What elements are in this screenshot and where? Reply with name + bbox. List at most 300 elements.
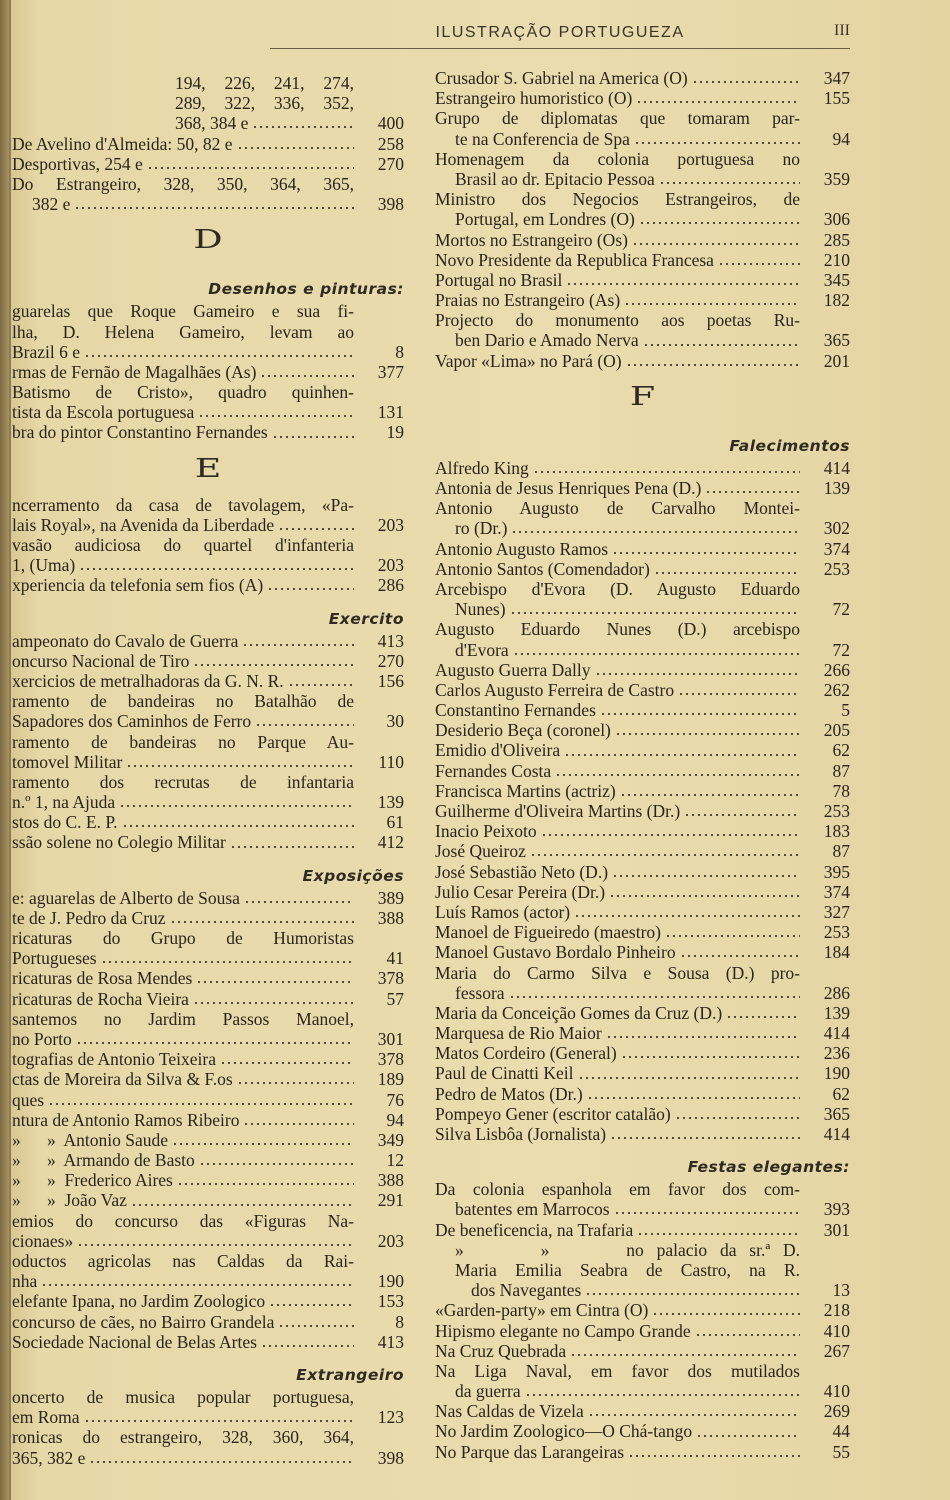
index-entry [12, 113, 404, 133]
entry-text: Pedro de Matos (Dr.) [435, 1083, 583, 1104]
dot-leader [614, 1211, 800, 1215]
dot-leader [637, 1232, 800, 1236]
dot-leader [79, 567, 354, 571]
entry-text: tista da Escola portuguesa [12, 402, 195, 423]
entry-page-number: 414 [823, 1124, 850, 1144]
index-entry [435, 720, 850, 740]
dot-leader [530, 853, 800, 857]
entry-text: ricaturas do Grupo de Humoristas [12, 928, 354, 948]
index-line [12, 1251, 404, 1271]
index-entry [12, 422, 404, 442]
dot-leader [612, 874, 800, 878]
entry-page-number: 327 [823, 901, 850, 922]
entry-page-number: 413 [377, 1331, 404, 1352]
index-line [435, 1260, 850, 1280]
entry-page-number: 155 [823, 88, 850, 109]
dot-leader [509, 995, 800, 999]
entry-page-number: 76 [386, 1089, 404, 1110]
entry-page-number: 285 [823, 229, 850, 250]
dot-leader [243, 1122, 354, 1126]
index-entry [12, 888, 404, 908]
entry-text: stos do C. E. P. [12, 812, 118, 833]
entry-text: xercicios de metralhadoras da G. N. R. [12, 670, 284, 691]
index-entry [435, 1280, 850, 1300]
index-entry [12, 1049, 404, 1069]
index-line [12, 1211, 404, 1231]
index-entry [435, 68, 850, 88]
dot-leader [41, 1283, 354, 1287]
dot-leader [172, 1142, 354, 1146]
entry-text: ro (Dr.) [455, 518, 508, 539]
entry-page-number: 253 [823, 922, 850, 943]
entry-text: 289, 322, 336, 352, [175, 93, 354, 114]
dot-leader [705, 490, 800, 494]
dot-leader [692, 80, 800, 84]
entry-page-number: 189 [377, 1069, 404, 1090]
index-entry [12, 1150, 404, 1170]
entry-text: 382 e [32, 194, 71, 215]
entry-text: Antonio Augusto Ramos [435, 538, 609, 559]
dot-leader [652, 1312, 800, 1316]
index-entry [435, 330, 850, 350]
index-entry [435, 351, 850, 371]
dot-leader [288, 683, 354, 687]
entry-page-number: 389 [377, 887, 404, 908]
index-entry [435, 1199, 850, 1219]
index-line [12, 73, 404, 93]
entry-text: rmas de Fernão de Magalhães (As) [12, 361, 257, 382]
entry-page-number: 262 [823, 679, 850, 700]
index-entry [12, 792, 404, 812]
entry-text: Marquesa de Rio Maior [435, 1023, 602, 1044]
dot-leader [147, 166, 354, 170]
index-entry [435, 1421, 850, 1441]
entry-page-number: 41 [386, 948, 404, 969]
dot-leader [587, 1096, 800, 1100]
entry-page-number: 400 [377, 113, 404, 134]
entry-page-number: 412 [377, 832, 404, 853]
index-line [12, 732, 404, 752]
dot-leader [680, 954, 800, 958]
index-entry [435, 539, 850, 559]
dot-leader [600, 712, 800, 716]
entry-text: Nunes) [455, 599, 506, 620]
dot-leader [525, 1393, 800, 1397]
entry-text: guarelas que Roque Gameiro e sua fi- [12, 301, 354, 322]
entry-page-number: 139 [823, 1002, 850, 1023]
dot-leader [272, 435, 354, 439]
entry-text: Nas Caldas de Vizela [435, 1401, 584, 1422]
index-entry [435, 1381, 850, 1401]
entry-page-number: 374 [823, 881, 850, 902]
entry-text: ronicas do estrangeiro, 328, 360, 364, [12, 1427, 354, 1448]
entry-page-number: 190 [377, 1271, 404, 1292]
section-heading: Falecimentos [729, 436, 850, 455]
dot-leader [609, 894, 800, 898]
index-entry [435, 209, 850, 229]
index-line [435, 1240, 850, 1260]
dot-leader [564, 753, 800, 757]
dot-leader [578, 1076, 800, 1080]
entry-text: » » Antonio Saude [12, 1129, 169, 1150]
index-entry [435, 942, 850, 962]
entry-text: Novo Presidente da Republica Francesa [435, 249, 714, 270]
entry-page-number: 388 [377, 1170, 404, 1191]
entry-text: ramento de bandeiras no Batalhão de [12, 691, 354, 712]
dot-leader [252, 125, 354, 129]
index-entry [12, 575, 404, 595]
entry-text: 368, 384 e [175, 113, 249, 134]
entry-text: Antonio Santos (Comendador) [435, 558, 650, 579]
entry-page-number: 414 [823, 1023, 850, 1044]
entry-text: » » Frederico Aires [12, 1170, 173, 1191]
dot-leader [177, 1182, 354, 1186]
entry-text: Luís Ramos (actor) [435, 901, 571, 922]
index-line [12, 691, 404, 711]
entry-text: Antonio Augusto de Carvalho Montei- [435, 498, 800, 519]
index-entry [12, 555, 404, 575]
dot-leader [76, 1041, 354, 1045]
entry-page-number: 301 [823, 1219, 850, 1240]
index-entry [435, 1220, 850, 1240]
entry-page-number: 398 [377, 1447, 404, 1468]
index-entry [12, 812, 404, 832]
index-entry [435, 1023, 850, 1043]
index-line [435, 963, 850, 983]
entry-text: No Jardim Zoologico—O Chá-tango [435, 1421, 693, 1442]
entry-text: ramento de bandeiras no Parque Au- [12, 731, 354, 752]
dot-leader [89, 1460, 354, 1464]
entry-text: Ministro dos Negocios Estrangeiros, de [435, 189, 800, 210]
index-entry [435, 922, 850, 942]
index-line [12, 1427, 404, 1447]
index-line [435, 1179, 850, 1199]
entry-text: ramento dos recrutas de infantaria [12, 771, 354, 792]
dot-leader [620, 793, 800, 797]
entry-text: n.º 1, na Ajuda [12, 792, 116, 813]
entry-text: Desportivas, 254 e [12, 153, 143, 174]
entry-page-number: 378 [377, 968, 404, 989]
entry-text: Brazil 6 e [12, 341, 81, 362]
entry-page-number: 398 [377, 194, 404, 215]
entry-page-number: 203 [377, 555, 404, 576]
entry-page-number: 267 [823, 1340, 850, 1361]
entry-text: d'Evora [455, 639, 509, 660]
index-entry [12, 989, 404, 1009]
entry-text: Inacio Peixoto [435, 821, 537, 842]
entry-page-number: 30 [386, 711, 404, 732]
entry-page-number: 349 [377, 1129, 404, 1150]
entry-text: Do Estrangeiro, 328, 350, 364, 365, [12, 173, 354, 194]
entry-page-number: 253 [823, 558, 850, 579]
entry-text: Desiderio Beça (coronel) [435, 720, 611, 741]
index-line [435, 1361, 850, 1381]
dot-leader [510, 611, 800, 615]
dot-leader [678, 692, 800, 696]
entry-page-number: 156 [377, 670, 404, 691]
index-entry [435, 1401, 850, 1421]
dot-leader [193, 1001, 354, 1005]
index-entry [12, 631, 404, 651]
index-entry [435, 1003, 850, 1023]
index-entry [435, 1063, 850, 1083]
entry-page-number: 365 [823, 1103, 850, 1124]
entry-page-number: 210 [823, 249, 850, 270]
entry-page-number: 94 [386, 1109, 404, 1130]
entry-text: ntura de Antonio Ramos Ribeiro [12, 1109, 240, 1130]
entry-text: Alfredo King [435, 457, 529, 478]
index-entry [12, 194, 404, 214]
entry-text: 365, 382 e [12, 1447, 86, 1468]
dot-leader [585, 1292, 800, 1296]
entry-text: em Roma [12, 1407, 80, 1428]
entry-text: Homenagem da colonia portuguesa no [435, 148, 800, 169]
index-entry [435, 983, 850, 1003]
entry-text: nha [12, 1271, 38, 1292]
dot-leader [269, 1303, 354, 1307]
index-entry [435, 1442, 850, 1462]
entry-text: da guerra [455, 1381, 521, 1402]
entry-text: santemos no Jardim Passos Manoel, [12, 1008, 354, 1029]
entry-page-number: 139 [823, 478, 850, 498]
dot-leader [695, 1333, 800, 1337]
entry-page-number: 62 [832, 740, 850, 761]
entry-page-number: 414 [823, 457, 850, 478]
entry-page-number: 410 [823, 1320, 850, 1341]
index-column-right [435, 68, 850, 1462]
entry-page-number: 236 [823, 1043, 850, 1064]
index-entry [12, 1029, 404, 1049]
entry-page-number: 269 [823, 1401, 850, 1422]
entry-text: Antonia de Jesus Henriques Pena (D.) [435, 478, 702, 498]
entry-text: Maria do Carmo Silva e Sousa (D.) pro- [435, 962, 800, 983]
entry-page-number: 139 [377, 792, 404, 813]
index-entry [435, 1104, 850, 1124]
entry-text: Constantino Fernandes [435, 700, 596, 721]
entry-text: » » Armando de Basto [12, 1150, 195, 1171]
index-line [435, 579, 850, 599]
index-line [12, 174, 404, 194]
entry-page-number: 123 [377, 1407, 404, 1428]
entry-text: oductos agricolas nas Caldas da Rai- [12, 1251, 354, 1271]
entry-text: Na Liga Naval, em favor dos mutilados [435, 1360, 800, 1381]
index-entry [12, 752, 404, 772]
dot-leader [643, 343, 800, 347]
dot-leader [624, 302, 800, 306]
entry-page-number: 183 [823, 821, 850, 842]
running-header [270, 22, 850, 49]
entry-text: concurso de cães, no Bairro Grandela [12, 1311, 275, 1332]
index-entry [12, 1332, 404, 1352]
entry-text: Portugueses [12, 948, 97, 969]
entry-text: Paul de Cinatti Keil [435, 1063, 574, 1084]
publication-title: ILUSTRAÇÃO PORTUGUEZA [435, 24, 685, 41]
dot-leader [696, 1434, 800, 1438]
entry-text: ricaturas de Rosa Mendes [12, 968, 193, 989]
index-entry [12, 1069, 404, 1089]
entry-page-number: 61 [386, 812, 404, 833]
index-line [435, 619, 850, 639]
dot-leader [533, 470, 800, 474]
index-entry [435, 290, 850, 310]
entry-text: Guilherme d'Oliveira Martins (Dr.) [435, 801, 681, 821]
index-entry [435, 88, 850, 108]
index-line [435, 108, 850, 128]
entry-text: José Sebastião Neto (D.) [435, 861, 609, 882]
index-entry [435, 660, 850, 680]
index-line [12, 301, 404, 321]
entry-page-number: 253 [823, 801, 850, 821]
dot-leader [626, 363, 800, 367]
dot-leader [632, 242, 800, 246]
dot-leader [260, 374, 354, 378]
entry-page-number: 201 [823, 350, 850, 371]
entry-text: oncurso Nacional de Tiro [12, 650, 190, 671]
index-line [12, 495, 404, 515]
dot-leader [659, 181, 800, 185]
index-entry [12, 342, 404, 362]
entry-page-number: 153 [377, 1291, 404, 1312]
entry-text: ampeonato do Cavalo de Guerra [12, 630, 239, 651]
entry-text: José Queiroz [435, 841, 526, 862]
entry-text: Sapadores dos Caminhos de Ferro [12, 711, 252, 732]
section-heading: Desenhos e pinturas: [208, 280, 404, 299]
dot-leader [242, 643, 354, 647]
entry-text: Praias no Estrangeiro (As) [435, 290, 621, 311]
dot-leader [244, 900, 354, 904]
entry-text: tografias de Antonio Teixeira [12, 1049, 217, 1070]
index-column-left [12, 73, 404, 1468]
entry-page-number: 395 [823, 861, 850, 882]
index-entry [12, 832, 404, 852]
entry-page-number: 347 [823, 68, 850, 88]
index-line [12, 93, 404, 113]
entry-page-number: 410 [823, 1381, 850, 1402]
entry-page-number: 266 [823, 659, 850, 680]
index-entry [12, 1448, 404, 1468]
index-entry [435, 761, 850, 781]
index-entry [12, 515, 404, 535]
dot-leader [511, 530, 800, 534]
index-entry [435, 862, 850, 882]
entry-page-number: 258 [377, 133, 404, 154]
entry-page-number: 388 [377, 907, 404, 928]
index-entry [435, 458, 850, 478]
dot-leader [606, 1035, 800, 1039]
entry-text: 1, (Uma) [12, 555, 76, 576]
entry-text: Carlos Augusto Ferreira de Castro [435, 679, 675, 700]
dot-leader [84, 1419, 354, 1423]
index-entry [12, 948, 404, 968]
index-entry [435, 599, 850, 619]
entry-page-number: 218 [823, 1300, 850, 1321]
section-letter: E [194, 453, 222, 484]
entry-text: ctas de Moreira da Silva & F.os [12, 1069, 233, 1090]
entry-text: dos Navegantes [471, 1280, 582, 1301]
index-entry [435, 169, 850, 189]
dot-leader [48, 1102, 354, 1106]
index-entry [12, 362, 404, 382]
entry-page-number: 94 [832, 128, 850, 149]
entry-page-number: 291 [377, 1190, 404, 1211]
dot-leader [199, 1162, 354, 1166]
entry-text: Grupo de diplomatas que tomaram par- [435, 108, 800, 129]
index-entry [435, 129, 850, 149]
index-entry [435, 1043, 850, 1063]
entry-text: No Parque das Larangeiras [435, 1441, 625, 1462]
entry-text: xperiencia da telefonia sem fios (A) [12, 575, 264, 596]
entry-page-number: 57 [386, 988, 404, 1009]
entry-text: cionaes» [12, 1230, 74, 1251]
dot-leader [513, 652, 800, 656]
entry-text: Maria Emilia Seabra de Castro, na R. [455, 1259, 800, 1280]
section-letter: F [629, 381, 656, 412]
entry-text: Hipismo elegante no Campo Grande [435, 1320, 691, 1341]
entry-text: Projecto do monumento aos poetas Ru- [435, 310, 800, 331]
entry-page-number: 5 [841, 700, 850, 721]
entry-page-number: 286 [377, 575, 404, 596]
entry-text: Portugal, em Londres (O) [455, 209, 635, 230]
dot-leader [665, 934, 800, 938]
dot-leader [119, 804, 354, 808]
index-entry [12, 1312, 404, 1332]
entry-page-number: 182 [823, 290, 850, 311]
entry-page-number: 302 [823, 518, 850, 539]
dot-leader [84, 354, 354, 358]
index-entry [12, 711, 404, 731]
index-entry [435, 700, 850, 720]
dot-leader [588, 1413, 800, 1417]
dot-leader [101, 960, 354, 964]
entry-page-number: 365 [823, 330, 850, 351]
entry-page-number: 110 [378, 751, 404, 772]
index-entry [12, 1231, 404, 1251]
entry-text: Fernandes Costa [435, 760, 552, 781]
dot-leader [621, 1055, 800, 1059]
dot-leader [77, 1243, 354, 1247]
index-entry [435, 680, 850, 700]
dot-leader [267, 587, 354, 591]
entry-page-number: 413 [377, 630, 404, 651]
dot-leader [193, 663, 354, 667]
dot-leader [126, 764, 354, 768]
index-entry [435, 740, 850, 760]
entry-page-number: 72 [832, 599, 850, 620]
section-heading: Exposições [302, 866, 404, 885]
index-entry [12, 402, 404, 422]
index-entry [435, 1300, 850, 1320]
entry-text: De beneficencia, na Trafaria [435, 1219, 634, 1240]
dot-leader [566, 282, 800, 286]
entry-text: ncerramento da casa de tavolagem, «Pa- [12, 494, 354, 515]
entry-page-number: 87 [832, 841, 850, 862]
entry-text: Maria da Conceição Gomes da Cruz (D.) [435, 1002, 723, 1023]
index-entry [12, 1271, 404, 1291]
entry-text: emios do concurso das «Figuras Na- [12, 1210, 354, 1231]
entry-text: Crusador S. Gabriel na America (O) [435, 68, 688, 88]
dot-leader [170, 920, 354, 924]
dot-leader [639, 221, 800, 225]
entry-page-number: 270 [377, 153, 404, 174]
index-line [435, 498, 850, 518]
entry-page-number: 374 [823, 538, 850, 559]
index-entry [435, 250, 850, 270]
entry-page-number: 13 [832, 1280, 850, 1301]
entry-page-number: 377 [377, 361, 404, 382]
entry-page-number: 393 [823, 1199, 850, 1220]
section-heading: Festas elegantes: [687, 1158, 850, 1177]
dot-leader [255, 723, 354, 727]
